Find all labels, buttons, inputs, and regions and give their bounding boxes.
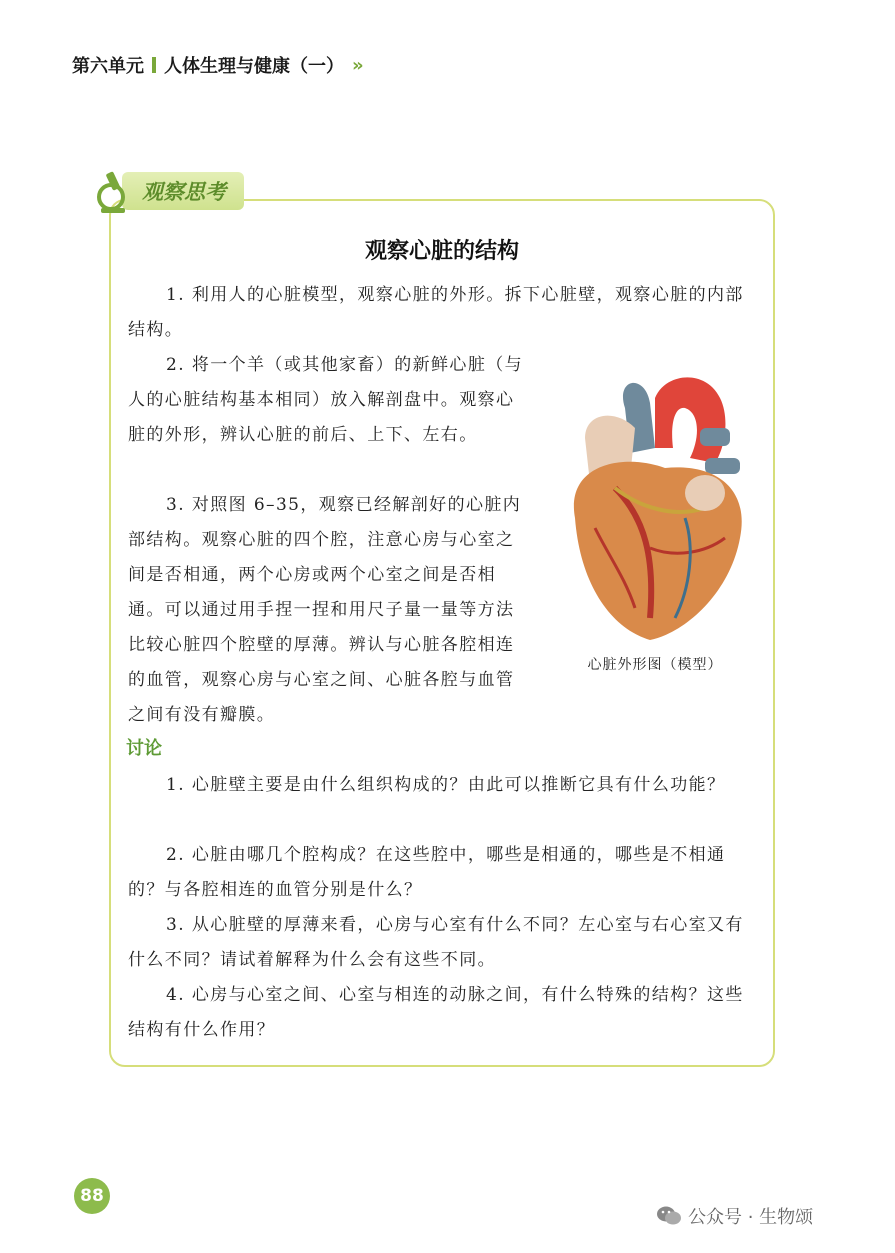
page-number: 88	[74, 1178, 110, 1214]
chevron-right-icon: »	[352, 54, 360, 76]
step-1: 1. 利用人的心脏模型，观察心脏的外形。拆下心脏壁，观察心脏的内部结构。	[128, 285, 744, 340]
topic-label: 人体生理与健康（一）	[164, 56, 344, 77]
watermark	[656, 1203, 813, 1229]
heart-model-image	[555, 368, 755, 643]
watermark-text: 公众号 · 生物颂	[688, 1207, 814, 1228]
step-3: 3. 对照图 6–35，观察已经解剖好的心脏内部结构。观察心脏的四个腔，注意心房与心室之间是否相通，两个心房或两个心室之间是否相通。可以通过用手捏一捏和用尺子量一量等方法比较心脏四个腔壁的厚薄。辨认与心脏各腔相连的血管，观察心房与心室之间、心脏各腔与血管之间有没有瓣膜。	[128, 495, 522, 725]
chapter-header	[72, 52, 360, 78]
question-3: 3. 从心脏壁的厚薄来看，心房与心室有什么不同？左心室与右心室又有什么不同？请试着解释为什么会有这些不同。	[128, 915, 744, 970]
wechat-icon	[656, 1205, 682, 1227]
figure-caption: 心脏外形图（模型）	[587, 657, 723, 673]
step-2: 2. 将一个羊（或其他家畜）的新鲜心脏（与人的心脏结构基本相同）放入解剖盘中。观察心脏的外形，辨认心脏的前后、上下、左右。	[128, 355, 524, 445]
activity-title: 观察心脏的结构	[364, 239, 519, 264]
question-2: 2. 心脏由哪几个腔构成？在这些腔中，哪些是相通的，哪些是不相通的？与各腔相连的血管分别是什么？	[128, 845, 726, 900]
header-divider	[152, 57, 156, 73]
unit-label: 第六单元	[72, 56, 144, 77]
discussion-heading: 讨论	[126, 738, 162, 759]
section-tag-label: 观察思考	[122, 172, 244, 210]
microscope-icon	[92, 166, 134, 216]
question-4: 4. 心房与心室之间、心室与相连的动脉之间，有什么特殊的结构？这些结构有什么作用？	[128, 985, 744, 1040]
section-tag	[92, 166, 244, 216]
question-1: 1. 心脏壁主要是由什么组织构成的？由此可以推断它具有什么功能？	[166, 775, 726, 795]
